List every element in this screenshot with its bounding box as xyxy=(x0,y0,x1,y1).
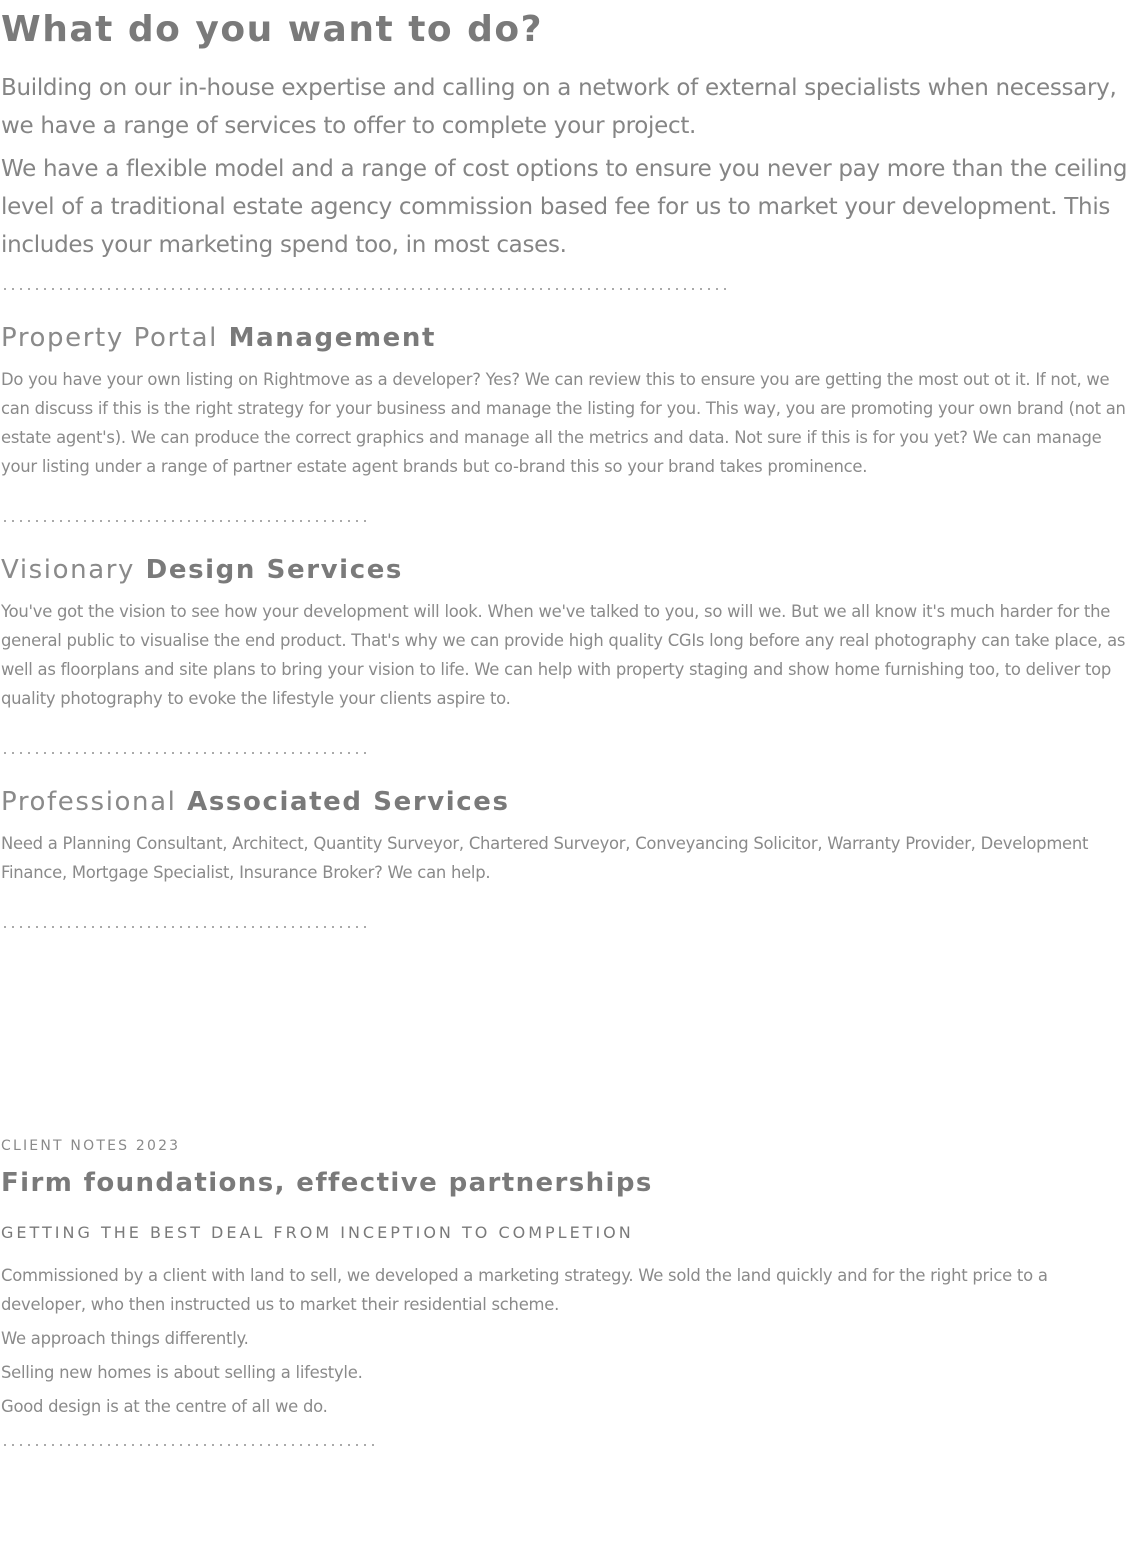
dotted-divider xyxy=(1,752,369,754)
section-title-design-services xyxy=(1,553,403,587)
section-title-property-portal xyxy=(1,321,436,355)
section-title-bold: Associated Services xyxy=(187,787,510,817)
section-title-bold: Design Services xyxy=(145,555,404,585)
intro-paragraph: Building on our in-house expertise and calling on a network of external specialists when necessary, we have a range of services to offer to complete your project. xyxy=(1,75,1117,139)
case-study-paragraph: We approach things differently. xyxy=(1,1329,249,1348)
case-study-title: Firm foundations, effective partnerships xyxy=(1,1168,653,1198)
section-text-associated-services: Need a Planning Consultant, Architect, Quantity Surveyor, Chartered Surveyor, Conveyancing Solicitor, Warranty Provider, Development Finance, Mortgage Specialist, Insurance Broker? We can help. xyxy=(1,834,1089,882)
section-title-bold: Management xyxy=(228,323,437,353)
section-title-light: Property Portal xyxy=(1,323,218,353)
case-study-subtitle: GETTING THE BEST DEAL FROM INCEPTION TO COMPLETION xyxy=(1,1223,634,1242)
case-study-paragraph: Selling new homes is about selling a lifestyle. xyxy=(1,1363,363,1382)
case-study-paragraph: Commissioned by a client with land to sell, we developed a marketing strategy. We sold the land quickly and for the right price to a developer, who then instructed us to market their residential scheme. xyxy=(1,1266,1048,1314)
section-text-property-portal: Do you have your own listing on Rightmove as a developer? Yes? We can review this to ensure you are getting the most out ot it. If not, we can discuss if this is the right strategy for your business and manage the listing for you. This way, you are promoting your own brand (not an estate agent's). We can produce the correct graphics and manage all the metrics and data. Not sure if this is for you yet? We can manage your listing under a range of partner estate agent brands but co-brand this so your brand takes prominence. xyxy=(1,370,1126,476)
dotted-divider xyxy=(1,1444,377,1446)
intro-paragraph: We have a flexible model and a range of cost options to ensure you never pay more than the ceiling level of a traditional estate agency commission based fee for us to market your development. This includes your marketing spend too, in most cases. xyxy=(1,156,1128,258)
page-title: What do you want to do? xyxy=(1,9,544,50)
case-study-paragraph: Good design is at the centre of all we do. xyxy=(1,1397,328,1416)
dotted-divider xyxy=(1,288,729,290)
section-text-design-services: You've got the vision to see how your development will look. When we've talked to you, so will we. But we all know it's much harder for the general public to visualise the end product. That's why we can provide high quality CGIs long before any real photography can take place, as well as floorplans and site plans to bring your vision to life. We can help with property staging and show home furnishing too, to deliver top quality photography to evoke the lifestyle your clients aspire to. xyxy=(1,602,1126,708)
section-title-light: Professional xyxy=(1,787,177,817)
section-title-associated-services xyxy=(1,785,510,819)
case-study-kicker: CLIENT NOTES 2023 xyxy=(1,1138,181,1154)
dotted-divider xyxy=(1,926,369,928)
section-title-light: Visionary xyxy=(1,555,136,585)
dotted-divider xyxy=(1,520,369,522)
